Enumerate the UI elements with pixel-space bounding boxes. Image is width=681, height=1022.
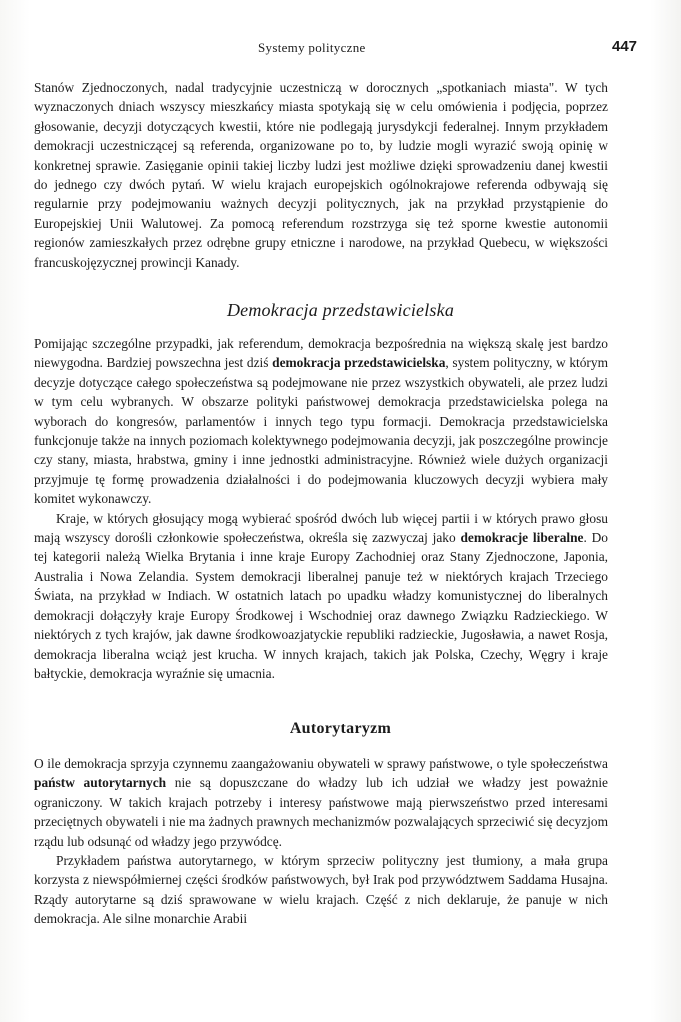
paragraph-referenda: Stanów Zjednoczonych, nadal tradycyjnie uczestniczą w dorocznych „spotkaniach miasta". W tych wyznaczonych dniach wszyscy mieszkańcy miasta spotykają się w celu omówienia i podjęcia, poprzez głosowanie, decyzji dotyczących kwestii, które nie podlegają jurysdykcji federalnej. Innym przykładem demokracji uczestniczącej są referenda, organizowane po to, by ludzie mogli wyrazić swoją opinię w konkretnej sprawie. Zasięganie opinii takiej liczby ludzi jest możliwe dzięki sprowadzeniu danej kwestii do jednego czy dwóch pytań. W wielu krajach europejskich ogólnokrajowe referenda odbywają się regularnie przy podejmowaniu ważnych decyzji politycznych, jak na przykład przystąpienie do Europejskiej Unii Walutowej. Za pomocą referendum rozstrzyga się też sporne kwestie autonomii regionów zamieszkałych przez odrębne grupy etniczne i narodowe, na przykład Quebecu, w większości francuskojęzycznej prowincji Kanady. — [34, 80, 608, 270]
page-number: 447 — [612, 38, 638, 55]
running-head — [0, 38, 681, 58]
section-authoritarianism — [34, 754, 608, 929]
paragraph-liberal-democracies — [34, 509, 608, 684]
text-run: nie są dopuszczane do władzy lub ich udział we władzy jest poważnie ograniczony. W takich krajach potrzeby i interesy państwowe mają pierwszeństwo przed interesami przeciętnych obywateli i nie ma żadnych prawnych mechanizmów pozwalających sprzeciwić się decyzjom rządu lub odsunąć od władzy jego przywódcę. — [34, 775, 608, 849]
section-heading-representative-democracy: Demokracja przedstawicielska — [226, 300, 455, 320]
running-title: Systemy polityczne — [258, 40, 366, 55]
section-heading-authoritarianism: Autorytaryzm — [289, 720, 392, 737]
key-term-liberal-democracies: demokracje liberalne — [460, 530, 584, 546]
paragraph-authoritarian-states — [34, 754, 608, 851]
paragraph-representative-democracy — [34, 334, 608, 509]
text-run: Pomijając szczególne przypadki, jak referendum, demokracja bezpośrednia na większą skalę jest bardzo niewygodna. Bardziej powszechna jest dziś — [34, 336, 608, 371]
text-run: O ile demokracja sprzyja czynnemu zaangażowaniu obywateli w sprawy państwowe, o tyle społeczeństwa — [34, 756, 608, 771]
text-run: , system polityczny, w którym decyzje dotyczące całego społeczeństwa są podejmowane nie przez wszystkich obywateli, ale przez ludzi w tym celu wybranych. W obszarze polityki państwowej demokracja przedstawicielska polega na wyborach do kongresów, parlamentów i innych tego typu formacji. Demokracja przedstawicielska funkcjonuje także na innych poziomach kolektywnego podejmowania decyzji, jak poszczególne prowincje czy stany, miasta, hrabstwa, gminy i inne jednostki administracyjne. Również wiele dużych organizacji przyjmuje tę formę prowadzenia działalności i do podejmowania kluczowych decyzji wybiera mały komitet wykonawczy. — [34, 355, 609, 507]
section-participatory-democracy-continued — [34, 78, 608, 272]
section-representative-democracy — [34, 334, 608, 683]
paragraph-iraq-example: Przykładem państwa autorytarnego, w którym sprzeciw polityczny jest tłumiony, a mała grupa korzysta z niewspółmiernej części środków państwowych, był Irak pod przywództwem Saddama Husajna. Rządy autorytarne są dziś sprawowane w wielu krajach. Część z nich deklaruje, że panuje w nich demokracja. Ale silne monarchie Arabii — [34, 853, 608, 927]
key-term-authoritarian-states: państw autorytarnych — [34, 775, 167, 791]
text-run: . Do tej kategorii należą Wielka Brytania i inne kraje Europy Zachodniej oraz Stany Zjednoczone, Japonia, Australia i Nowa Zelandia. System demokracji liberalnej panuje też w niektórych krajach Trzeciego Świata, na przykład w Indiach. W ostatnich latach po upadku władzy komunistycznej do liberalnych demokracji dołączyły kraje Europy Środkowej i Wschodniej oraz dawnego Związku Radzieckiego. W niektórych z tych krajów, jak dawne środkowoazjatyckie republiki radzieckie, Jugosławia, a nawet Rosja, demokracja liberalna wciąż jest krucha. W innych krajach, takich jak Polska, Czechy, Węgry i kraje bałtyckie, demokracja wyraźnie się umacnia. — [34, 530, 609, 681]
text-run: Kraje, w których głosujący mogą wybierać spośród dwóch lub więcej partii i w których prawo głosu mają wszyscy dorośli członkowie społeczeństwa, określa się zazwyczaj jako — [34, 510, 608, 546]
key-term-representative-democracy: demokracja przedstawicielska — [272, 355, 446, 371]
